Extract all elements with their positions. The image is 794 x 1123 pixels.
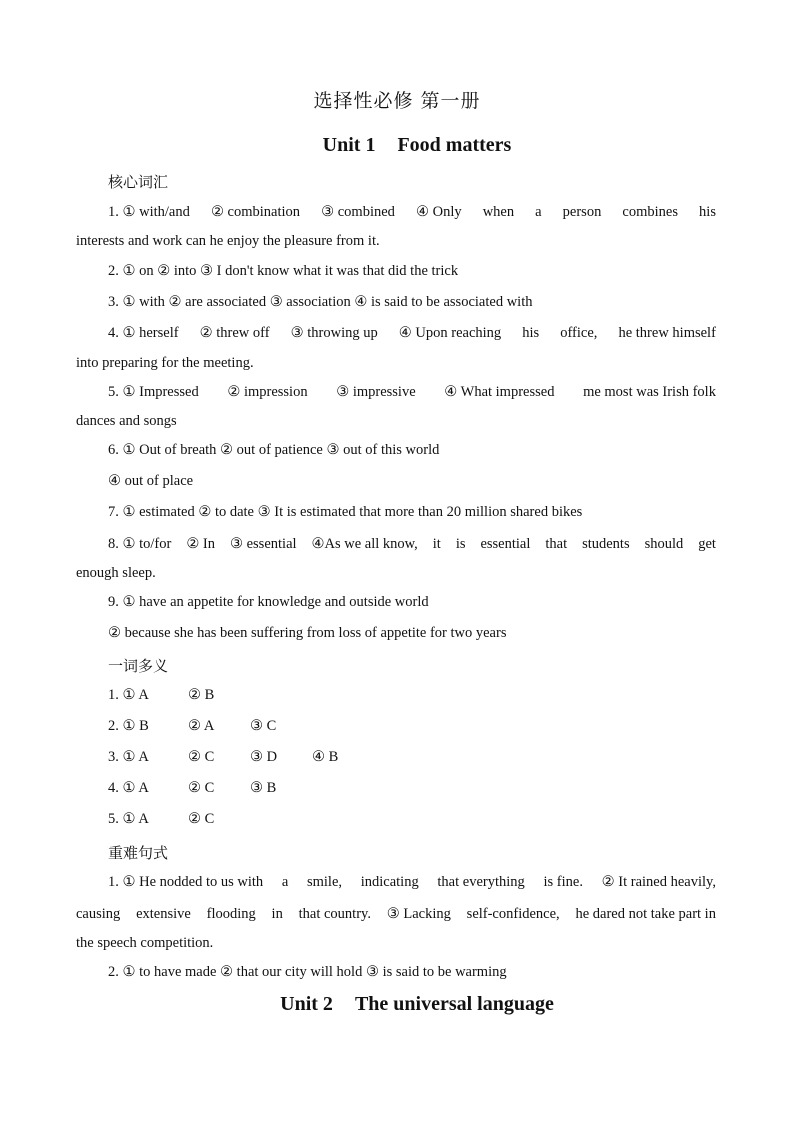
text-span: ④ What impressed	[444, 384, 555, 400]
section-polysemy: 一词多义	[108, 657, 169, 675]
vocab-line-1-cont: interests and work can he enjoy the pleasure from it.	[76, 233, 380, 249]
text-span: causing	[76, 906, 121, 922]
polysemy-row-2	[108, 718, 276, 735]
text-span: person	[562, 204, 602, 220]
text-span: indicating	[360, 874, 419, 890]
text-span: essential	[480, 536, 531, 552]
section-sentences: 重难句式	[108, 844, 169, 862]
text-span: ② C	[188, 811, 215, 827]
text-span: is fine.	[543, 874, 583, 890]
vocab-line-3: 3. ① with ② are associated ③ association ④ is said to be associated with	[108, 294, 533, 310]
unit-1-heading	[0, 134, 794, 157]
polysemy-row-4	[108, 780, 276, 797]
sentence-line-1-cont	[76, 906, 716, 923]
text-span: 1. ① He nodded to us with	[108, 874, 264, 890]
book-title: 选择性必修 第一册	[313, 90, 481, 112]
text-span: ② impression	[227, 384, 308, 400]
text-span: ② combination	[210, 204, 301, 220]
text-span: he threw himself	[618, 325, 716, 341]
vocab-line-9: 9. ① have an appetite for knowledge and outside world	[108, 594, 429, 610]
text-span: get	[698, 536, 716, 552]
text-span: combines	[622, 204, 678, 220]
vocab-line-2: 2. ① on ② into ③ I don't know what it was that did the trick	[108, 263, 459, 279]
text-span: ② A	[188, 718, 215, 734]
vocab-line-6-cont: ④ out of place	[108, 473, 194, 489]
text-span: ② In	[186, 536, 216, 552]
polysemy-row-5	[108, 811, 214, 828]
vocab-line-1	[108, 204, 716, 221]
text-span: ② C	[188, 749, 215, 765]
text-span: ③ essential	[229, 536, 297, 552]
text-span: ③ combined	[321, 204, 395, 220]
vocab-line-5-cont: dances and songs	[76, 413, 177, 429]
text-span: it	[432, 536, 441, 552]
vocab-line-4	[108, 325, 716, 342]
unit-2-number: Unit 2	[280, 993, 333, 1015]
text-span: he dared not take part in	[575, 906, 716, 922]
text-span: 1. ① A	[108, 687, 149, 703]
text-span: extensive	[136, 906, 191, 922]
text-span: ③ impressive	[336, 384, 416, 400]
sentence-line-2: 2. ① to have made ② that our city will hold ③ is said to be warming	[108, 964, 507, 980]
text-span: ② B	[188, 687, 215, 703]
polysemy-row-1	[108, 687, 214, 704]
text-span: 5. ① A	[108, 811, 149, 827]
text-span: when	[482, 204, 515, 220]
text-span: 8. ① to/for	[108, 536, 172, 552]
text-span: ③ throwing up	[290, 325, 378, 341]
text-span: smile,	[306, 874, 343, 890]
text-span: ③ B	[250, 780, 277, 796]
unit-1-name: Food matters	[397, 134, 512, 156]
text-span: his	[699, 204, 716, 220]
text-span: students	[582, 536, 630, 552]
vocab-line-5	[108, 384, 716, 401]
unit-2-heading	[0, 993, 794, 1016]
sentence-line-1	[108, 874, 716, 891]
vocab-line-9-cont: ② because she has been suffering from loss of appetite for two years	[108, 625, 507, 641]
text-span: a	[281, 874, 289, 890]
text-span: 1. ① with/and	[108, 204, 190, 220]
text-span: ③ D	[250, 749, 278, 765]
text-span: ④ Upon reaching	[398, 325, 502, 341]
text-span: 5. ① Impressed	[108, 384, 199, 400]
text-span: ④ B	[312, 749, 339, 765]
text-span: ③ Lacking	[386, 906, 451, 922]
text-span: his	[522, 325, 540, 341]
unit-1-number: Unit 1	[322, 134, 376, 156]
unit-2-name: The universal language	[354, 993, 554, 1015]
vocab-line-8-cont: enough sleep.	[76, 565, 156, 581]
text-span: ④ Only	[416, 204, 462, 220]
text-span: is	[455, 536, 466, 552]
text-span: 4. ① herself	[108, 325, 179, 341]
polysemy-row-3	[108, 749, 338, 766]
text-span: ② threw off	[199, 325, 270, 341]
text-span: that country.	[298, 906, 371, 922]
text-span: ④As we all know,	[311, 536, 418, 552]
text-span: should	[644, 536, 684, 552]
text-span: 4. ① A	[108, 780, 149, 796]
section-vocab: 核心词汇	[108, 173, 169, 191]
vocab-line-8	[108, 536, 716, 553]
text-span: in	[271, 906, 283, 922]
text-span: that everything	[437, 874, 525, 890]
sentence-line-1-cont-2: the speech competition.	[76, 935, 214, 951]
text-span: a	[535, 204, 542, 220]
text-span: 3. ① A	[108, 749, 149, 765]
vocab-line-4-cont: into preparing for the meeting.	[76, 355, 254, 371]
text-span: ③ C	[250, 718, 277, 734]
text-span: ② C	[188, 780, 215, 796]
text-span: me most was Irish folk	[583, 384, 716, 400]
text-span: office,	[560, 325, 598, 341]
vocab-line-6: 6. ① Out of breath ② out of patience ③ out of this world	[108, 442, 440, 458]
text-span: flooding	[206, 906, 256, 922]
vocab-line-7: 7. ① estimated ② to date ③ It is estimated that more than 20 million shared bikes	[108, 504, 583, 520]
text-span: that	[545, 536, 568, 552]
text-span: 2. ① B	[108, 718, 149, 734]
text-span: self-confidence,	[466, 906, 560, 922]
text-span: ② It rained heavily,	[601, 874, 716, 890]
